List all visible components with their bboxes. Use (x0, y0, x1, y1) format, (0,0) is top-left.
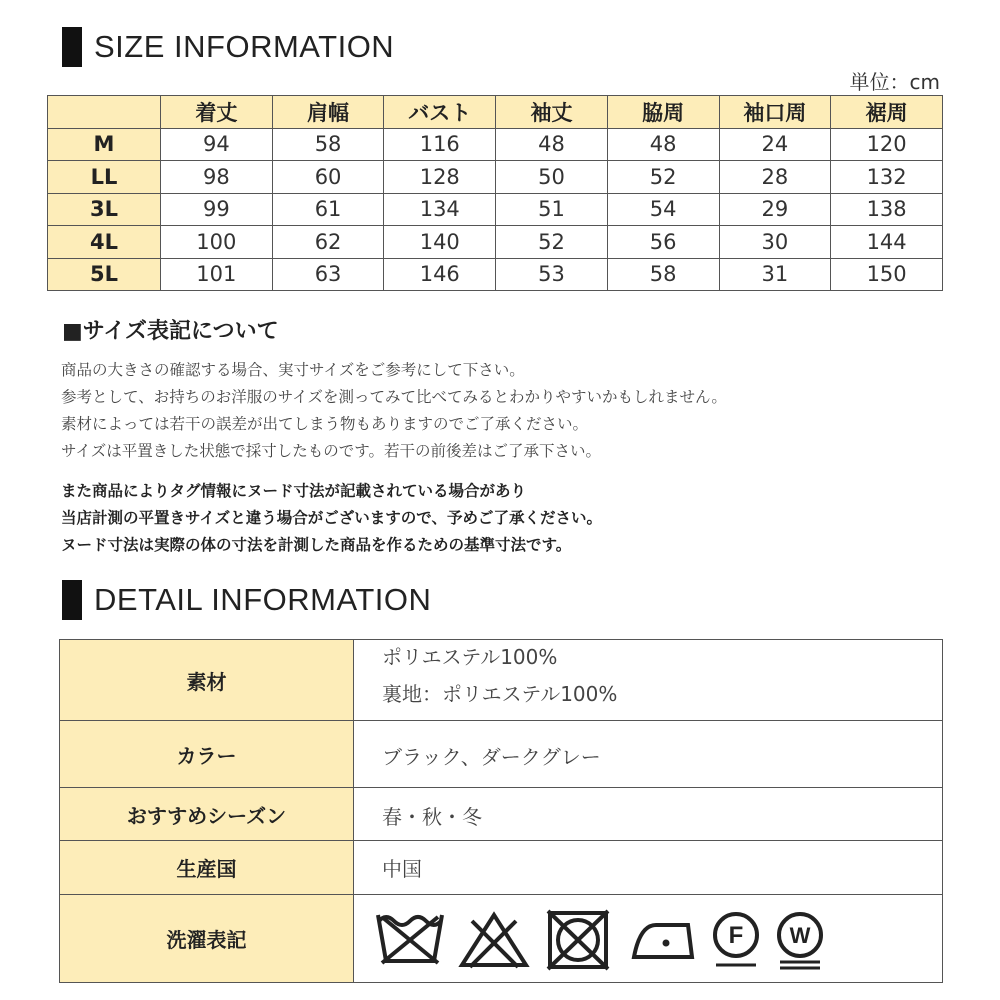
table-cell: 138 (831, 193, 943, 226)
size-label: LL (48, 161, 161, 194)
table-cell: 51 (496, 193, 608, 226)
detail-row-origin (60, 841, 943, 895)
material-label: 素材 (60, 640, 354, 721)
table-cell: 146 (384, 258, 496, 291)
detail-row-material (60, 640, 943, 721)
table-cell: 94 (161, 128, 273, 161)
column-header: 袖口周 (719, 96, 831, 129)
table-cell: 28 (719, 161, 831, 194)
detail-row-color (60, 721, 943, 788)
table-cell: 132 (831, 161, 943, 194)
heading-bar (62, 580, 82, 620)
no-wash-icon (374, 909, 446, 971)
table-cell: 99 (161, 193, 273, 226)
season-label: おすすめシーズン (60, 788, 354, 841)
heading-bar (62, 27, 82, 67)
table-cell: 58 (607, 258, 719, 291)
table-cell: 48 (607, 128, 719, 161)
table-cell: 52 (496, 226, 608, 259)
size-table-header (48, 96, 943, 129)
care-icons (354, 895, 943, 983)
table-cell: 30 (719, 226, 831, 259)
table-cell: 52 (607, 161, 719, 194)
table-cell: 150 (831, 258, 943, 291)
table-row (48, 128, 943, 161)
table-cell: 116 (384, 128, 496, 161)
wet-clean-letter: W (789, 923, 811, 948)
table-row (48, 226, 943, 259)
wet-clean-w-icon (774, 909, 826, 971)
dry-clean-f-icon (710, 909, 762, 971)
column-header: 袖丈 (496, 96, 608, 129)
detail-row-season (60, 788, 943, 841)
table-row (48, 193, 943, 226)
dry-clean-letter: F (728, 922, 744, 949)
column-header: 裾周 (831, 96, 943, 129)
table-cell: 53 (496, 258, 608, 291)
table-cell: 24 (719, 128, 831, 161)
table-cell: 54 (607, 193, 719, 226)
table-cell: 100 (161, 226, 273, 259)
table-cell: 48 (496, 128, 608, 161)
no-tumble-dry-icon (542, 909, 614, 971)
origin-label: 生産国 (60, 841, 354, 895)
table-cell: 140 (384, 226, 496, 259)
bold-note-line: ヌード寸法は実際の体の寸法を計測した商品を作るための基準寸法です。 (61, 536, 572, 554)
season-value: 春・秋・冬 (354, 788, 943, 841)
table-cell: 134 (384, 193, 496, 226)
note-line: 参考として、お持ちのお洋服のサイズを測ってみて比べてみるとわかりやすいかもしれません。 (61, 388, 727, 406)
detail-information-title: DETAIL INFORMATION (94, 582, 432, 617)
detail-table (59, 639, 943, 983)
table-cell: 29 (719, 193, 831, 226)
care-label: 洗濯表記 (60, 895, 354, 983)
table-cell: 31 (719, 258, 831, 291)
table-cell: 62 (272, 226, 384, 259)
material-line: ポリエステル100% (382, 645, 558, 669)
bold-note-line: 当店計測の平置きサイズと違う場合がございますので、予めご了承ください。 (61, 509, 602, 527)
table-cell: 144 (831, 226, 943, 259)
detail-row-care (60, 895, 943, 983)
color-value: ブラック、ダークグレー (354, 721, 943, 788)
size-table (47, 95, 943, 291)
size-information-title: SIZE INFORMATION (94, 29, 395, 64)
column-header: 脇周 (607, 96, 719, 129)
table-row (48, 161, 943, 194)
material-line: 裏地：ポリエステル100% (382, 682, 618, 706)
table-cell: 128 (384, 161, 496, 194)
size-label: 4L (48, 226, 161, 259)
table-cell: 101 (161, 258, 273, 291)
size-label: M (48, 128, 161, 161)
table-cell: 61 (272, 193, 384, 226)
size-notes-bold (61, 478, 602, 559)
size-label: 5L (48, 258, 161, 291)
column-header: 着丈 (161, 96, 273, 129)
note-line: 商品の大きさの確認する場合、実寸サイズをご参考にして下さい。 (61, 361, 525, 379)
table-cell: 60 (272, 161, 384, 194)
material-value (354, 640, 943, 721)
origin-value: 中国 (354, 841, 943, 895)
table-row (48, 258, 943, 291)
size-information-heading (62, 27, 394, 67)
note-line: 素材によっては若干の誤差が出てしまう物もありますのでご了承ください。 (61, 415, 589, 433)
detail-information-heading (62, 580, 431, 620)
table-cell: 120 (831, 128, 943, 161)
size-notes-heading: ■サイズ表記について (62, 319, 279, 344)
unit-note: 単位：cm (849, 70, 940, 94)
color-label: カラー (60, 721, 354, 788)
iron-low-icon (626, 909, 698, 971)
table-cell: 58 (272, 128, 384, 161)
table-cell: 98 (161, 161, 273, 194)
no-bleach-icon (458, 909, 530, 971)
size-notes (61, 357, 727, 465)
column-header: 肩幅 (272, 96, 384, 129)
table-cell: 50 (496, 161, 608, 194)
bold-note-line: また商品によりタグ情報にヌード寸法が記載されている場合があり (61, 482, 527, 500)
size-label: 3L (48, 193, 161, 226)
note-line: サイズは平置きした状態で採寸したものです。若干の前後差はご了承下さい。 (61, 442, 602, 460)
table-cell: 56 (607, 226, 719, 259)
table-cell: 63 (272, 258, 384, 291)
column-header: バスト (384, 96, 496, 129)
corner-cell (48, 96, 161, 129)
